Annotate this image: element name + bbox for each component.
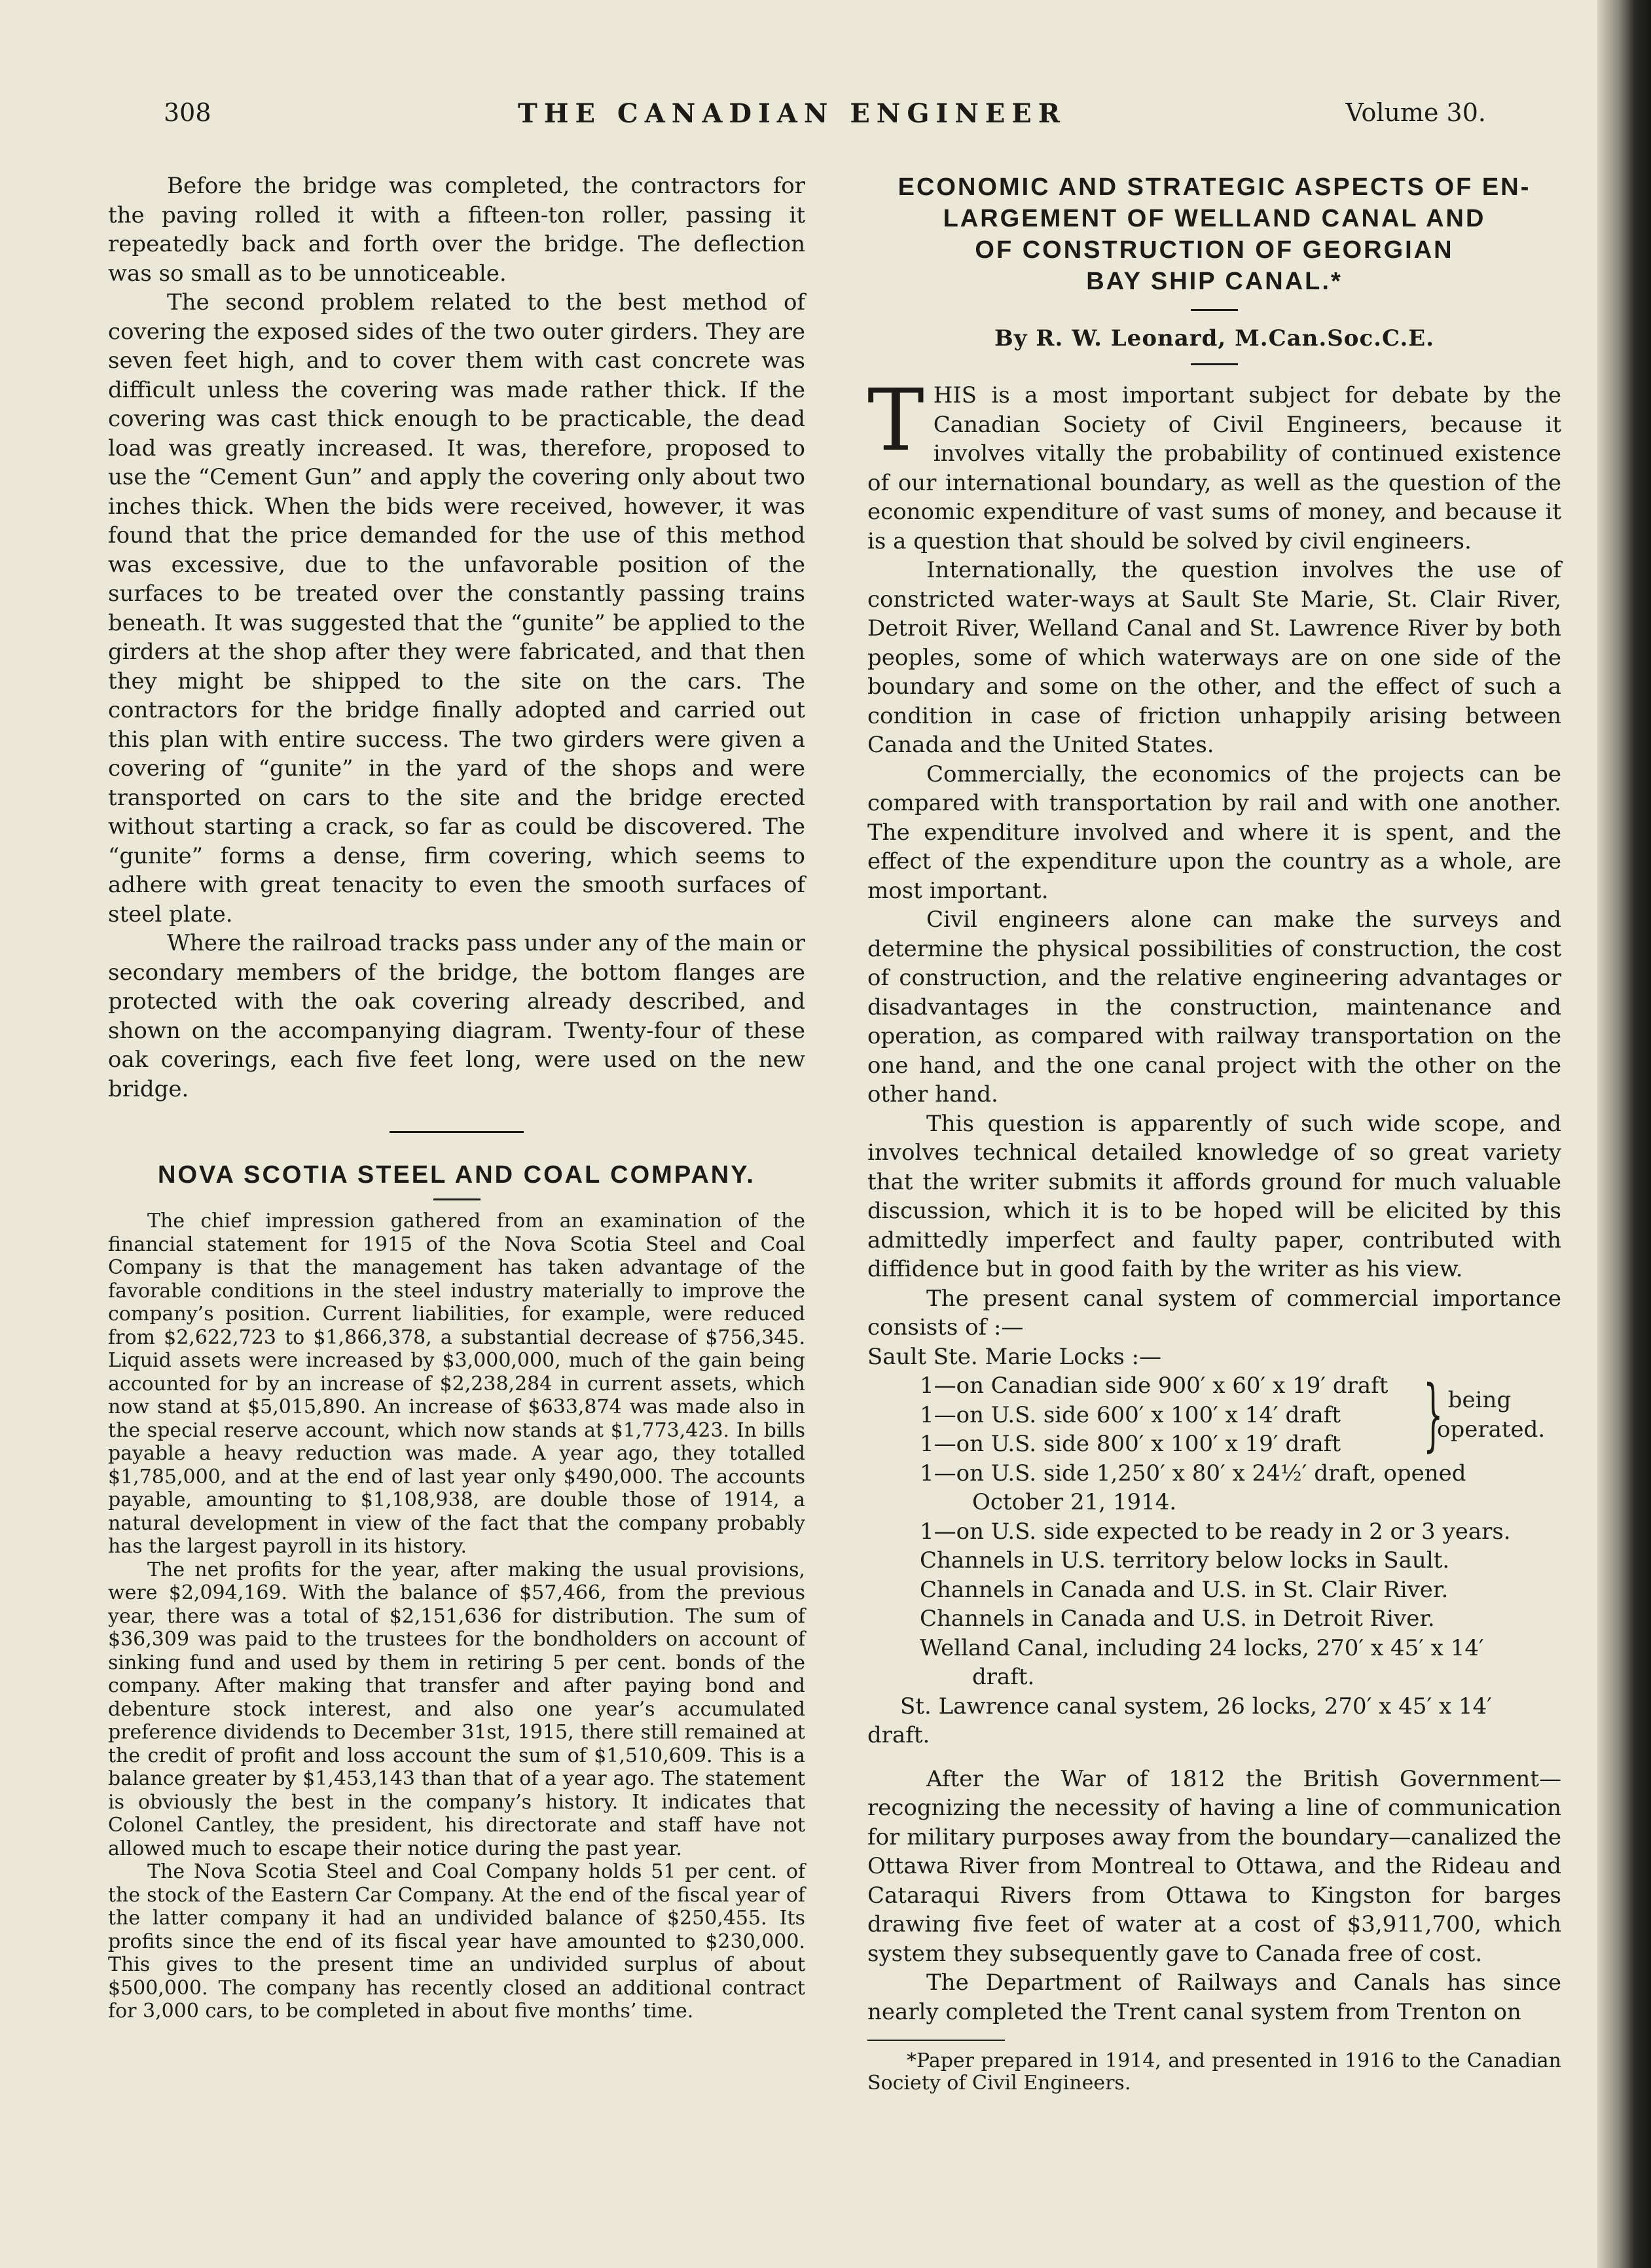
paragraph: Where the railroad tracks pass under any of the main or secondary members of the bridge, the bottom flanges are protected with the oak covering already described, and shown on the accompanying diagram. Twenty-four of these oak coverings, each five feet long, were used on the new bridge. xyxy=(108,930,805,1102)
welland-entry-continued: draft. xyxy=(972,1664,1035,1690)
nova-scotia-article-title: NOVA SCOTIA STEEL AND COAL COMPANY. xyxy=(158,1161,755,1189)
lock-entry: 1—on U.S. side expected to be ready in 2 or 3 years. xyxy=(920,1518,1511,1545)
canal-article-title xyxy=(867,171,1561,297)
left-column xyxy=(108,171,805,2023)
lock-entry: 1—on U.S. side 1,250′ x 80′ x 24½′ draft, opened xyxy=(920,1460,1466,1486)
paragraph: After the War of 1812 the British Government—recognizing the necessity of having a line of communication for military purposes away from the boundary—canalized the Ottawa River from Montreal to Ottawa, and the Rideau and Cataraqui Rivers from Ottawa to Kingston for barges drawing five feet of water at a cost of $3,911,700, which system they subsequently gave to Canada free of cost. xyxy=(867,1765,1561,1967)
brace-label: being operated. xyxy=(1437,1387,1546,1443)
running-header xyxy=(98,98,1486,137)
channel-entry: Channels in Canada and U.S. in Detroit River. xyxy=(920,1606,1435,1632)
title-line: OF CONSTRUCTION OF GEORGIAN xyxy=(975,236,1454,264)
paragraph: Internationally, the question involves the use of constricted water-ways at Sault Ste Marie, St. Clair River, Detroit River, Welland Canal and St. Lawrence River by both peoples, some of which waterways are on one side of the boundary and some on the other, and the effect of such a condition in case of friction unhappily arising between Canada and the United States. xyxy=(867,557,1561,758)
title-line: LARGEMENT OF WELLAND CANAL AND xyxy=(943,205,1486,232)
paragraph: The chief impression gathered from an examination of the financial statement for 1915 of the Nova Scotia Steel and Coal Company is that the management has taken advantage of the favorable conditions in the steel industry materially to improve the company’s position. Current liabilities, for example, were reduced from $2,622,723 to $1,866,378, a substantial decrease of $756,345. Liquid assets were increased by $3,000,000, much of the gain being accounted for by an increase of $2,238,284 in current assets, which now stand at $5,015,890. An increase of $633,874 was made also in the special reserve account, which now stands at $1,773,423. In bills payable a heavy reduction was made. A year ago, they totalled $1,785,000, and at the end of last year only $490,000. The accounts payable, amounting to $1,108,938, are double those of 1914, a natural development in view of the fact that the company probably has the largest payroll in its history. xyxy=(108,1210,805,1558)
paragraph: Before the bridge was completed, the contractors for the paving rolled it with a fifteen-ton roller, passing it repeatedly back and forth over the bridge. The deflection was so small as to be unnoticeable. xyxy=(108,173,805,287)
bridge-article-continuation xyxy=(108,171,805,1104)
opening-text: HIS is a most important subject for debate by the Canadian Society of Civil Engineers, because it involves vitally the probability of continued existence of our international boundary, as well as the question of the economic expenditure of vast sums of money, and because it is a question that should be solved by civil engineers. xyxy=(867,382,1561,554)
brace-glyph: } xyxy=(1423,1369,1443,1460)
paragraph: The present canal system of commercial importance consists of :— xyxy=(867,1285,1561,1341)
canal-article-body xyxy=(867,370,1561,1342)
operating-locks-group xyxy=(867,1371,1561,1459)
stlawrence-entry-continued: draft. xyxy=(867,1722,930,1748)
welland-entry: Welland Canal, including 24 locks, 270′ x 45′ x 14′ xyxy=(920,1634,1484,1661)
channel-entry: Channels in Canada and U.S. in St. Clair River. xyxy=(920,1576,1449,1603)
title-underline xyxy=(433,1198,481,1200)
paragraph: The net profits for the year, after making the usual provisions, were $2,094,169. With the balance of $57,466, from the previous year, there was a total of $2,151,636 for distribution. The sum of $36,309 was paid to the trustees for the bondholders on account of sinking fund and used by them in retiring 5 per cent. bonds of the company. After making that transfer and after paying bond and debenture stock interest, and also one year’s accumulated preference dividends to December 31st, 1915, there still remained at the credit of profit and loss account the sum of $1,510,609. This is a balance greater by $1,453,143 than that of a year ago. The statement is obviously the best in the company’s history. It indicates that Colonel Cantley, the president, his directorate and staff have not allowed much to escape their notice during the past year. xyxy=(108,1558,805,1860)
title-line: ECONOMIC AND STRATEGIC ASPECTS OF EN- xyxy=(898,173,1531,201)
footnote-divider xyxy=(867,2040,1005,2041)
canal-article-body-continued xyxy=(867,1765,1561,2027)
paragraph: The Nova Scotia Steel and Coal Company holds 51 per cent. of the stock of the Eastern Car Company. At the end of the fiscal year of the latter company it had an undivided balance of $250,455. Its profits since the end of its fiscal year have amounted to $230,000. This gives to the present time an undivided surplus of about $500,000. The company has recently closed an additional contract for 3,000 cars, to be completed in about five months’ time. xyxy=(108,1860,805,2023)
paragraph: The second problem related to the best method of covering the exposed sides of the two outer girders. They are seven feet high, and to cover them with cast concrete was difficult unless the covering was made rather thick. If the covering was cast thick enough to be practicable, the dead load was greatly increased. It was, therefore, proposed to use the “Cement Gun” and apply the covering only about two inches thick. When the bids were received, however, it was found that the price demanded for the use of this method was excessive, due to the unfavorable position of the surfaces to be treated over the constantly passing trains beneath. It was suggested that the “gunite” be applied to the girders at the shop after they were fabricated, and that then they might be shipped to the site on the cars. The contractors for the bridge finally adopted and carried out this plan with entire success. The two girders were given a covering of “gunite” in the yard of the shops and were transported on cars to the site and the bridge erected without starting a crack, so far as could be discovered. The “gunite” forms a dense, firm covering, which seems to adhere with great tenacity to even the smooth surfaces of steel plate. xyxy=(108,289,805,927)
byline-underline xyxy=(1191,363,1238,365)
nova-scotia-article-body xyxy=(108,1210,805,2023)
author-byline: By R. W. Leonard, M.Can.Soc.C.E. xyxy=(994,325,1435,351)
right-column xyxy=(867,171,1561,2095)
drop-cap: T xyxy=(867,370,924,470)
lock-entry: 1—on U.S. side 800′ x 100′ x 19′ draft xyxy=(920,1431,1341,1457)
sault-heading: Sault Ste. Marie Locks :— xyxy=(867,1343,1162,1370)
paragraph: The Department of Railways and Canals has since nearly completed the Trent canal system from Trenton on xyxy=(867,1970,1561,2025)
journal-title: THE CANADIAN ENGINEER xyxy=(517,98,1067,129)
title-underline xyxy=(1191,309,1238,311)
lock-entry: 1—on Canadian side 900′ x 60′ x 19′ draft xyxy=(920,1373,1388,1399)
paragraph: This question is apparently of such wide scope, and involves technical detailed knowledge of so great variety that the writer submits it affords ground for much valuable discussion, which it is to be hoped will be elicited by this admittedly imperfect and faulty paper, contributed with diffidence but in good faith by the writer as his view. xyxy=(867,1110,1561,1282)
page-number: 308 xyxy=(164,98,211,127)
paragraph: Commercially, the economics of the projects can be compared with transportation by rail and with one another. The expenditure involved and where it is spent, and the effect of the expenditure upon the country as a whole, are most important. xyxy=(867,761,1561,904)
lock-entry: 1—on U.S. side 600′ x 100′ x 14′ draft xyxy=(920,1401,1341,1428)
stlawrence-entry: St. Lawrence canal system, 26 locks, 270′ x 45′ x 14′ xyxy=(900,1693,1492,1719)
section-divider xyxy=(390,1131,524,1133)
footnote: *Paper prepared in 1914, and presented in 1916 to the Canadian Society of Civil Engineers. xyxy=(867,2049,1561,2095)
paragraph: Civil engineers alone can make the surveys and determine the physical possibilities of construction, the cost of construction, and the relative engineering advantages or disadvantages in the construction, maintenance and operation, as compared with railway transportation on the one hand, and the one canal project with the other on the other hand. xyxy=(867,907,1561,1107)
channel-entry: Channels in U.S. territory below locks in Sault. xyxy=(920,1547,1450,1574)
book-binding-edge xyxy=(1597,0,1651,2268)
opening-paragraph xyxy=(867,370,1561,556)
title-line: BAY SHIP CANAL.* xyxy=(1086,268,1343,295)
volume-label: Volume 30. xyxy=(1345,98,1486,127)
lock-entry-continued: October 21, 1914. xyxy=(972,1489,1177,1515)
canal-system-list xyxy=(867,1342,1561,1750)
